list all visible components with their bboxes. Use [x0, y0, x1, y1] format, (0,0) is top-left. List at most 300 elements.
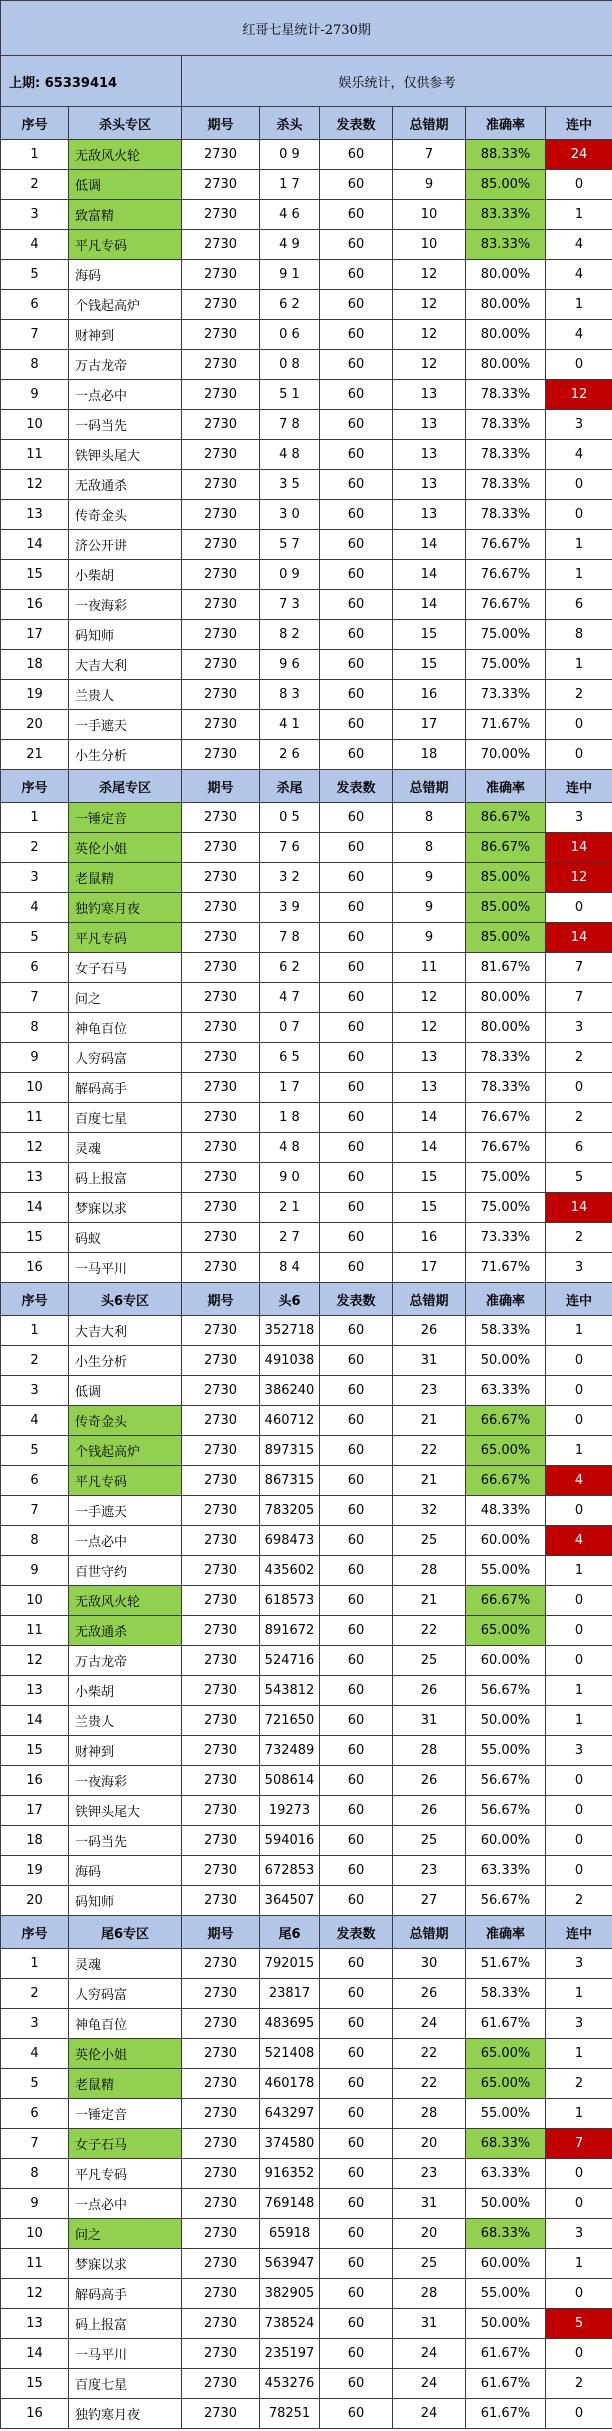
column-header-publish-count: 发表数 [320, 1283, 393, 1316]
cell-period: 2730 [182, 953, 260, 983]
cell-row-number: 4 [1, 2039, 69, 2069]
cell-period: 2730 [182, 1616, 260, 1646]
cell-accuracy: 63.33% [466, 1856, 546, 1886]
cell-accuracy: 78.33% [466, 1043, 546, 1073]
cell-period: 2730 [182, 923, 260, 953]
table-row [1, 740, 612, 770]
cell-prediction: 4 8 [260, 1133, 320, 1163]
cell-error-count: 31 [393, 1706, 466, 1736]
cell-prediction: 3 2 [260, 863, 320, 893]
cell-publish-count: 60 [320, 410, 393, 440]
table-row [1, 1043, 612, 1073]
cell-accuracy: 83.33% [466, 200, 546, 230]
cell-error-count: 31 [393, 1346, 466, 1376]
cell-publish-count: 60 [320, 350, 393, 380]
cell-streak: 12 [546, 380, 612, 410]
cell-row-number: 14 [1, 2339, 69, 2369]
cell-period: 2730 [182, 620, 260, 650]
column-header-predictor-name: 尾6专区 [69, 1916, 182, 1949]
cell-streak: 0 [546, 1646, 612, 1676]
cell-error-count: 28 [393, 1556, 466, 1586]
table-row [1, 1556, 612, 1586]
cell-period: 2730 [182, 1163, 260, 1193]
cell-period: 2730 [182, 1949, 260, 1979]
cell-prediction: 524716 [260, 1646, 320, 1676]
cell-accuracy: 56.67% [466, 1676, 546, 1706]
cell-error-count: 23 [393, 1376, 466, 1406]
cell-period: 2730 [182, 2069, 260, 2099]
cell-streak: 0 [546, 1796, 612, 1826]
cell-accuracy: 86.67% [466, 833, 546, 863]
cell-period: 2730 [182, 1376, 260, 1406]
cell-accuracy: 85.00% [466, 863, 546, 893]
cell-period: 2730 [182, 200, 260, 230]
cell-streak: 5 [546, 1163, 612, 1193]
cell-predictor-name: 无敌通杀 [69, 470, 182, 500]
table-row [1, 230, 612, 260]
cell-accuracy: 48.33% [466, 1496, 546, 1526]
cell-prediction: 4 6 [260, 200, 320, 230]
cell-error-count: 24 [393, 2009, 466, 2039]
cell-publish-count: 60 [320, 1223, 393, 1253]
table-row [1, 923, 612, 953]
cell-accuracy: 80.00% [466, 260, 546, 290]
cell-period: 2730 [182, 230, 260, 260]
cell-publish-count: 60 [320, 2399, 393, 2429]
cell-error-count: 24 [393, 2339, 466, 2369]
cell-error-count: 14 [393, 530, 466, 560]
cell-streak: 2 [546, 2069, 612, 2099]
cell-publish-count: 60 [320, 983, 393, 1013]
cell-publish-count: 60 [320, 1043, 393, 1073]
cell-accuracy: 85.00% [466, 923, 546, 953]
cell-accuracy: 63.33% [466, 1376, 546, 1406]
table-row [1, 260, 612, 290]
cell-error-count: 20 [393, 2129, 466, 2159]
cell-period: 2730 [182, 290, 260, 320]
cell-error-count: 25 [393, 1826, 466, 1856]
cell-period: 2730 [182, 140, 260, 170]
section-header-row [1, 1916, 612, 1949]
table-row [1, 380, 612, 410]
table-row [1, 1436, 612, 1466]
table-row [1, 953, 612, 983]
cell-predictor-name: 平凡专码 [69, 1466, 182, 1496]
cell-accuracy: 65.00% [466, 1616, 546, 1646]
cell-publish-count: 60 [320, 1103, 393, 1133]
cell-predictor-name: 百度七星 [69, 1103, 182, 1133]
cell-streak: 0 [546, 1073, 612, 1103]
cell-period: 2730 [182, 320, 260, 350]
cell-row-number: 8 [1, 1526, 69, 1556]
cell-prediction: 7 8 [260, 923, 320, 953]
cell-period: 2730 [182, 1856, 260, 1886]
cell-publish-count: 60 [320, 1586, 393, 1616]
cell-predictor-name: 传奇金头 [69, 1406, 182, 1436]
cell-publish-count: 60 [320, 1979, 393, 2009]
cell-error-count: 31 [393, 2189, 466, 2219]
cell-period: 2730 [182, 590, 260, 620]
column-header-error-count: 总错期 [393, 1916, 466, 1949]
cell-prediction: 9 0 [260, 1163, 320, 1193]
cell-period: 2730 [182, 1796, 260, 1826]
cell-streak: 0 [546, 1616, 612, 1646]
cell-accuracy: 80.00% [466, 983, 546, 1013]
cell-period: 2730 [182, 650, 260, 680]
cell-row-number: 15 [1, 560, 69, 590]
cell-streak: 1 [546, 200, 612, 230]
cell-row-number: 14 [1, 530, 69, 560]
cell-predictor-name: 解码高手 [69, 1073, 182, 1103]
cell-period: 2730 [182, 2039, 260, 2069]
table-row [1, 983, 612, 1013]
cell-error-count: 24 [393, 2369, 466, 2399]
cell-accuracy: 55.00% [466, 2099, 546, 2129]
cell-accuracy: 75.00% [466, 620, 546, 650]
cell-streak: 3 [546, 2219, 612, 2249]
cell-row-number: 20 [1, 1886, 69, 1916]
cell-period: 2730 [182, 1766, 260, 1796]
cell-publish-count: 60 [320, 590, 393, 620]
cell-row-number: 1 [1, 140, 69, 170]
cell-period: 2730 [182, 1676, 260, 1706]
cell-accuracy: 75.00% [466, 1163, 546, 1193]
cell-publish-count: 60 [320, 620, 393, 650]
cell-error-count: 25 [393, 2249, 466, 2279]
cell-predictor-name: 一夜海彩 [69, 590, 182, 620]
column-header-streak: 连中 [546, 770, 612, 803]
cell-streak: 0 [546, 740, 612, 770]
cell-streak: 0 [546, 1856, 612, 1886]
section-header-row [1, 107, 612, 140]
cell-error-count: 26 [393, 1979, 466, 2009]
cell-publish-count: 60 [320, 290, 393, 320]
cell-period: 2730 [182, 1043, 260, 1073]
column-header-streak: 连中 [546, 107, 612, 140]
cell-publish-count: 60 [320, 170, 393, 200]
column-header-publish-count: 发表数 [320, 1916, 393, 1949]
table-row [1, 1103, 612, 1133]
cell-publish-count: 60 [320, 2069, 393, 2099]
cell-streak: 1 [546, 2039, 612, 2069]
cell-accuracy: 63.33% [466, 2159, 546, 2189]
column-header-predictor-name: 杀头专区 [69, 107, 182, 140]
cell-prediction: 0 6 [260, 320, 320, 350]
cell-accuracy: 80.00% [466, 1013, 546, 1043]
cell-predictor-name: 铁钾头尾大 [69, 440, 182, 470]
cell-streak: 14 [546, 1193, 612, 1223]
cell-predictor-name: 一马平川 [69, 1253, 182, 1283]
cell-period: 2730 [182, 2249, 260, 2279]
cell-predictor-name: 独钓寒月夜 [69, 893, 182, 923]
cell-predictor-name: 码知师 [69, 1886, 182, 1916]
column-header-predictor-name: 头6专区 [69, 1283, 182, 1316]
cell-error-count: 17 [393, 1253, 466, 1283]
cell-prediction: 453276 [260, 2369, 320, 2399]
cell-period: 2730 [182, 2189, 260, 2219]
cell-predictor-name: 神龟百位 [69, 1013, 182, 1043]
table-row [1, 1253, 612, 1283]
cell-accuracy: 78.33% [466, 1073, 546, 1103]
cell-error-count: 9 [393, 893, 466, 923]
cell-predictor-name: 百世守约 [69, 1556, 182, 1586]
cell-prediction: 9 6 [260, 650, 320, 680]
cell-accuracy: 56.67% [466, 1796, 546, 1826]
cell-predictor-name: 一点必中 [69, 380, 182, 410]
cell-accuracy: 71.67% [466, 1253, 546, 1283]
cell-publish-count: 60 [320, 2279, 393, 2309]
cell-predictor-name: 大吉大利 [69, 1316, 182, 1346]
cell-streak: 6 [546, 590, 612, 620]
cell-streak: 0 [546, 1586, 612, 1616]
cell-predictor-name: 一手遮天 [69, 710, 182, 740]
column-header-accuracy: 准确率 [466, 1283, 546, 1316]
cell-streak: 4 [546, 1466, 612, 1496]
cell-row-number: 12 [1, 470, 69, 500]
cell-period: 2730 [182, 1346, 260, 1376]
cell-period: 2730 [182, 560, 260, 590]
cell-accuracy: 78.33% [466, 380, 546, 410]
table-row [1, 140, 612, 170]
cell-publish-count: 60 [320, 1736, 393, 1766]
cell-publish-count: 60 [320, 2249, 393, 2279]
cell-row-number: 7 [1, 1496, 69, 1526]
cell-predictor-name: 兰贵人 [69, 680, 182, 710]
cell-row-number: 21 [1, 740, 69, 770]
cell-prediction: 738524 [260, 2309, 320, 2339]
cell-accuracy: 80.00% [466, 320, 546, 350]
cell-predictor-name: 低调 [69, 170, 182, 200]
cell-prediction: 386240 [260, 1376, 320, 1406]
cell-publish-count: 60 [320, 2159, 393, 2189]
cell-period: 2730 [182, 2399, 260, 2429]
cell-row-number: 2 [1, 833, 69, 863]
table-row [1, 680, 612, 710]
cell-predictor-name: 海码 [69, 1856, 182, 1886]
cell-row-number: 16 [1, 1253, 69, 1283]
column-header-period: 期号 [182, 107, 260, 140]
cell-prediction: 9 1 [260, 260, 320, 290]
cell-prediction: 235197 [260, 2339, 320, 2369]
cell-accuracy: 70.00% [466, 740, 546, 770]
cell-row-number: 11 [1, 440, 69, 470]
table-row [1, 1586, 612, 1616]
table-row [1, 1223, 612, 1253]
cell-publish-count: 60 [320, 803, 393, 833]
cell-accuracy: 71.67% [466, 710, 546, 740]
cell-period: 2730 [182, 500, 260, 530]
cell-row-number: 12 [1, 2279, 69, 2309]
cell-error-count: 8 [393, 833, 466, 863]
cell-error-count: 10 [393, 230, 466, 260]
cell-streak: 0 [546, 470, 612, 500]
cell-accuracy: 60.00% [466, 1826, 546, 1856]
table-row [1, 410, 612, 440]
cell-prediction: 3 5 [260, 470, 320, 500]
cell-accuracy: 50.00% [466, 2189, 546, 2219]
cell-prediction: 543812 [260, 1676, 320, 1706]
table-row [1, 1979, 612, 2009]
cell-row-number: 2 [1, 1979, 69, 2009]
cell-publish-count: 60 [320, 2309, 393, 2339]
table-row [1, 320, 612, 350]
cell-period: 2730 [182, 1013, 260, 1043]
cell-error-count: 13 [393, 380, 466, 410]
table-row [1, 2309, 612, 2339]
cell-publish-count: 60 [320, 530, 393, 560]
cell-prediction: 2 1 [260, 1193, 320, 1223]
cell-row-number: 9 [1, 380, 69, 410]
cell-prediction: 7 8 [260, 410, 320, 440]
cell-error-count: 26 [393, 1796, 466, 1826]
cell-prediction: 483695 [260, 2009, 320, 2039]
cell-error-count: 13 [393, 1073, 466, 1103]
cell-publish-count: 60 [320, 140, 393, 170]
table-row [1, 290, 612, 320]
cell-row-number: 1 [1, 1316, 69, 1346]
cell-error-count: 16 [393, 680, 466, 710]
disclaimer-subtitle: 娱乐统计，仅供参考 [182, 56, 612, 107]
cell-publish-count: 60 [320, 230, 393, 260]
cell-prediction: 460712 [260, 1406, 320, 1436]
cell-streak: 0 [546, 350, 612, 380]
table-row [1, 1706, 612, 1736]
cell-accuracy: 80.00% [466, 290, 546, 320]
table-row [1, 710, 612, 740]
table-row [1, 440, 612, 470]
cell-accuracy: 78.33% [466, 500, 546, 530]
cell-period: 2730 [182, 260, 260, 290]
cell-prediction: 508614 [260, 1766, 320, 1796]
cell-period: 2730 [182, 2009, 260, 2039]
cell-row-number: 10 [1, 410, 69, 440]
column-header-row-number: 序号 [1, 1916, 69, 1949]
table-row [1, 560, 612, 590]
cell-row-number: 19 [1, 680, 69, 710]
cell-prediction: 374580 [260, 2129, 320, 2159]
cell-streak: 4 [546, 1526, 612, 1556]
cell-accuracy: 85.00% [466, 893, 546, 923]
cell-predictor-name: 一码当先 [69, 1826, 182, 1856]
cell-error-count: 18 [393, 740, 466, 770]
cell-accuracy: 86.67% [466, 803, 546, 833]
table-row [1, 500, 612, 530]
cell-predictor-name: 小柴胡 [69, 560, 182, 590]
cell-prediction: 78251 [260, 2399, 320, 2429]
cell-error-count: 12 [393, 983, 466, 1013]
cell-streak: 1 [546, 530, 612, 560]
cell-streak: 0 [546, 2189, 612, 2219]
cell-accuracy: 75.00% [466, 650, 546, 680]
cell-error-count: 12 [393, 1013, 466, 1043]
cell-accuracy: 76.67% [466, 590, 546, 620]
cell-error-count: 15 [393, 650, 466, 680]
cell-streak: 1 [546, 1706, 612, 1736]
cell-prediction: 1 7 [260, 170, 320, 200]
column-header-error-count: 总错期 [393, 107, 466, 140]
column-header-row-number: 序号 [1, 770, 69, 803]
table-row [1, 2069, 612, 2099]
column-header-period: 期号 [182, 1283, 260, 1316]
cell-row-number: 14 [1, 1193, 69, 1223]
cell-accuracy: 83.33% [466, 230, 546, 260]
cell-period: 2730 [182, 1556, 260, 1586]
cell-predictor-name: 英伦小姐 [69, 833, 182, 863]
cell-publish-count: 60 [320, 650, 393, 680]
cell-streak: 2 [546, 680, 612, 710]
cell-row-number: 5 [1, 260, 69, 290]
cell-publish-count: 60 [320, 320, 393, 350]
cell-predictor-name: 英伦小姐 [69, 2039, 182, 2069]
cell-predictor-name: 传奇金头 [69, 500, 182, 530]
cell-row-number: 1 [1, 1949, 69, 1979]
cell-predictor-name: 大吉大利 [69, 650, 182, 680]
cell-publish-count: 60 [320, 1949, 393, 1979]
table-row [1, 2399, 612, 2429]
info-row [1, 56, 612, 107]
cell-row-number: 7 [1, 320, 69, 350]
cell-accuracy: 55.00% [466, 1736, 546, 1766]
cell-publish-count: 60 [320, 1406, 393, 1436]
cell-prediction: 435602 [260, 1556, 320, 1586]
cell-row-number: 7 [1, 2129, 69, 2159]
cell-streak: 0 [546, 2279, 612, 2309]
cell-period: 2730 [182, 1886, 260, 1916]
cell-accuracy: 78.33% [466, 410, 546, 440]
cell-error-count: 20 [393, 2219, 466, 2249]
cell-predictor-name: 个钱起高炉 [69, 1436, 182, 1466]
cell-period: 2730 [182, 2309, 260, 2339]
cell-publish-count: 60 [320, 863, 393, 893]
cell-streak: 1 [546, 1436, 612, 1466]
cell-period: 2730 [182, 1646, 260, 1676]
cell-publish-count: 60 [320, 953, 393, 983]
cell-streak: 6 [546, 1133, 612, 1163]
cell-error-count: 25 [393, 1646, 466, 1676]
cell-streak: 2 [546, 1223, 612, 1253]
table-row [1, 1193, 612, 1223]
cell-prediction: 643297 [260, 2099, 320, 2129]
cell-publish-count: 60 [320, 1133, 393, 1163]
cell-streak: 3 [546, 1949, 612, 1979]
cell-predictor-name: 梦寐以求 [69, 2249, 182, 2279]
cell-predictor-name: 老鼠精 [69, 863, 182, 893]
cell-row-number: 8 [1, 350, 69, 380]
cell-period: 2730 [182, 440, 260, 470]
cell-publish-count: 60 [320, 1163, 393, 1193]
cell-predictor-name: 一点必中 [69, 2189, 182, 2219]
cell-publish-count: 60 [320, 380, 393, 410]
cell-accuracy: 85.00% [466, 170, 546, 200]
cell-predictor-name: 神龟百位 [69, 2009, 182, 2039]
cell-period: 2730 [182, 2129, 260, 2159]
cell-publish-count: 60 [320, 710, 393, 740]
cell-prediction: 1 8 [260, 1103, 320, 1133]
cell-streak: 4 [546, 230, 612, 260]
cell-predictor-name: 财神到 [69, 320, 182, 350]
column-header-accuracy: 准确率 [466, 1916, 546, 1949]
cell-publish-count: 60 [320, 2039, 393, 2069]
cell-predictor-name: 一锤定音 [69, 2099, 182, 2129]
cell-accuracy: 58.33% [466, 1979, 546, 2009]
table-row [1, 2339, 612, 2369]
cell-row-number: 3 [1, 863, 69, 893]
cell-row-number: 13 [1, 1163, 69, 1193]
cell-period: 2730 [182, 1466, 260, 1496]
cell-row-number: 9 [1, 1043, 69, 1073]
table-row [1, 1376, 612, 1406]
cell-predictor-name: 百度七星 [69, 2369, 182, 2399]
